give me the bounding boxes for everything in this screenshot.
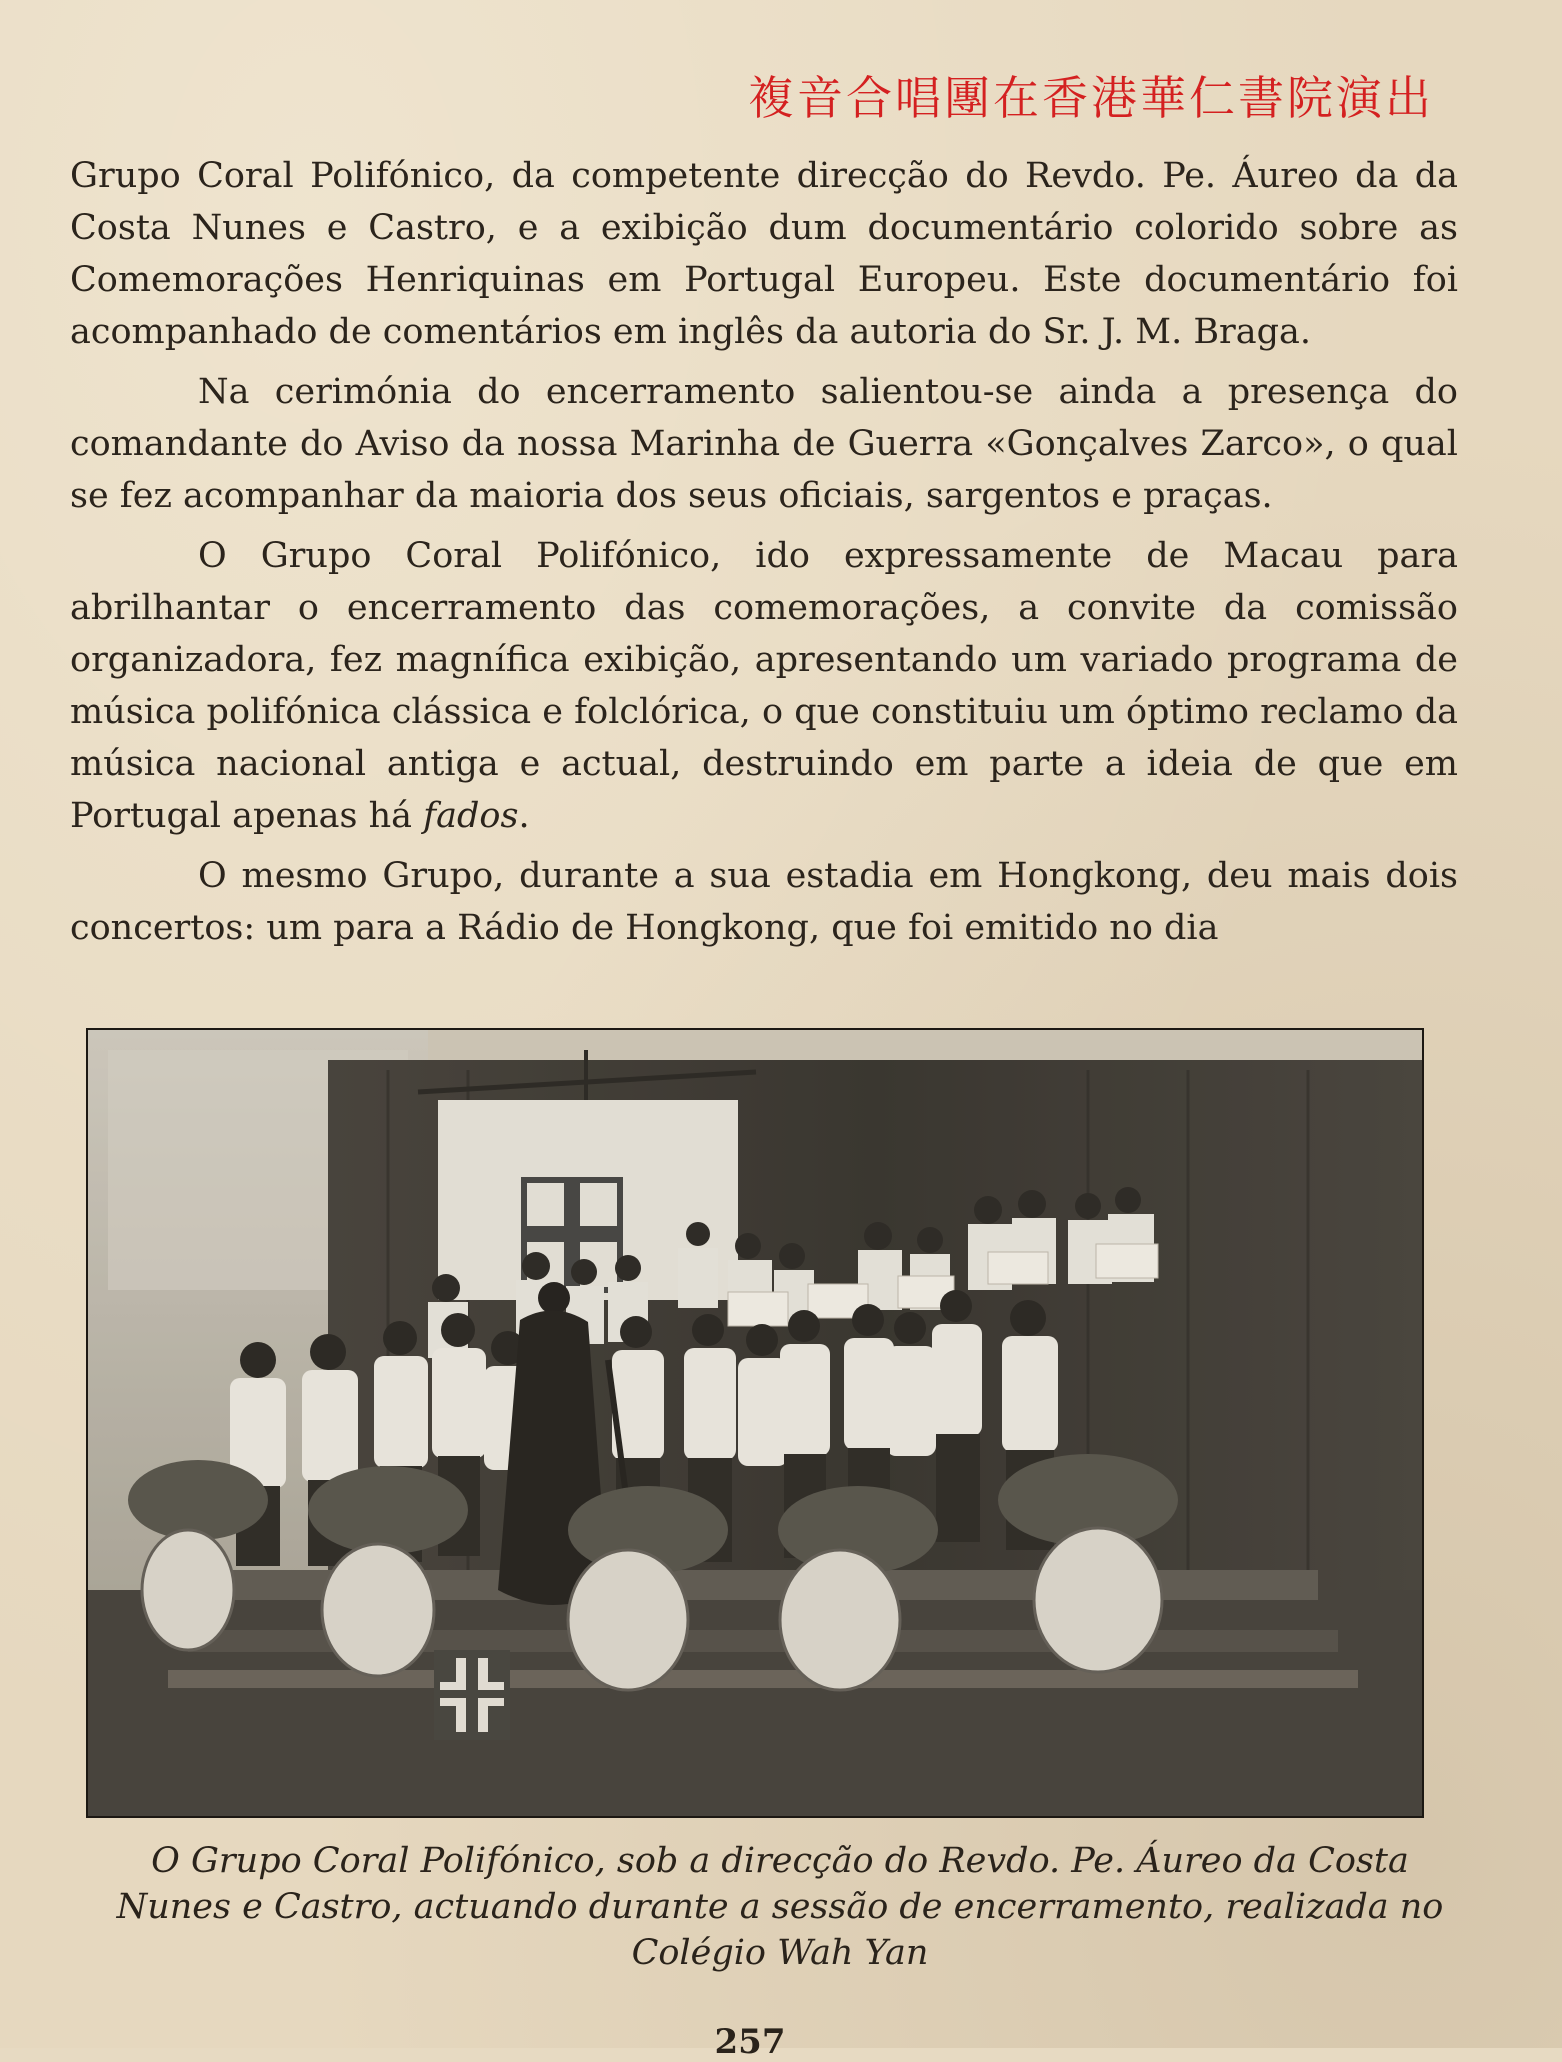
paragraph-3-italic: fados bbox=[423, 796, 519, 836]
photo-illustration bbox=[88, 1030, 1422, 1816]
paragraph-4: O mesmo Grupo, durante a sua estadia em Hongkong, deu mais dois concertos: um para a Rádio de Hongkong, que foi emitido no dia bbox=[70, 856, 1458, 948]
paragraph-1: Grupo Coral Polifónico, da competente direcção do Revdo. Pe. Áureo da da Costa Nunes e Castro, e a exibição dum documentário colorido sobre as Comemorações Henriquinas em Portugal Europeu. Este documentário foi acompanhado de comentários em inglês da autoria do Sr. J. M. Braga. bbox=[70, 156, 1458, 352]
chinese-annotation: 複音合唱團在香港華仁書院演出 bbox=[748, 71, 1434, 125]
caption-line-2: Nunes e Castro, actuando durante a sessão de encerramento, realizada no bbox=[116, 1887, 1444, 1927]
photo-caption bbox=[70, 1838, 1490, 1976]
caption-line-1: O Grupo Coral Polifónico, sob a direcção do Revdo. Pe. Áureo da Costa bbox=[151, 1841, 1409, 1881]
paragraph-3-end: . bbox=[518, 796, 530, 836]
caption-line-3: Colégio Wah Yan bbox=[631, 1933, 929, 1973]
paragraph-2: Na cerimónia do encerramento salientou-se ainda a presença do comandante do Aviso da nossa Marinha de Guerra «Gonçalves Zarco», o qual se fez acompanhar da maioria dos seus oficiais, sargentos e praças. bbox=[70, 372, 1458, 516]
paragraph-3-text: O Grupo Coral Polifónico, ido expressamente de Macau para abrilhantar o encerramento das comemorações, a convite da comissão organizadora, fez magnífica exibição, apresentando um variado programa de música polifónica clássica e folclórica, o que constituiu um óptimo reclamo da música nacional antiga e actual, destruindo em parte a ideia de que em Portugal apenas há bbox=[70, 536, 1458, 836]
paragraph-3 bbox=[70, 530, 1458, 842]
body-text bbox=[70, 150, 1458, 962]
page-number: 257 bbox=[714, 2022, 786, 2062]
choir-performance-photo bbox=[86, 1028, 1424, 1818]
